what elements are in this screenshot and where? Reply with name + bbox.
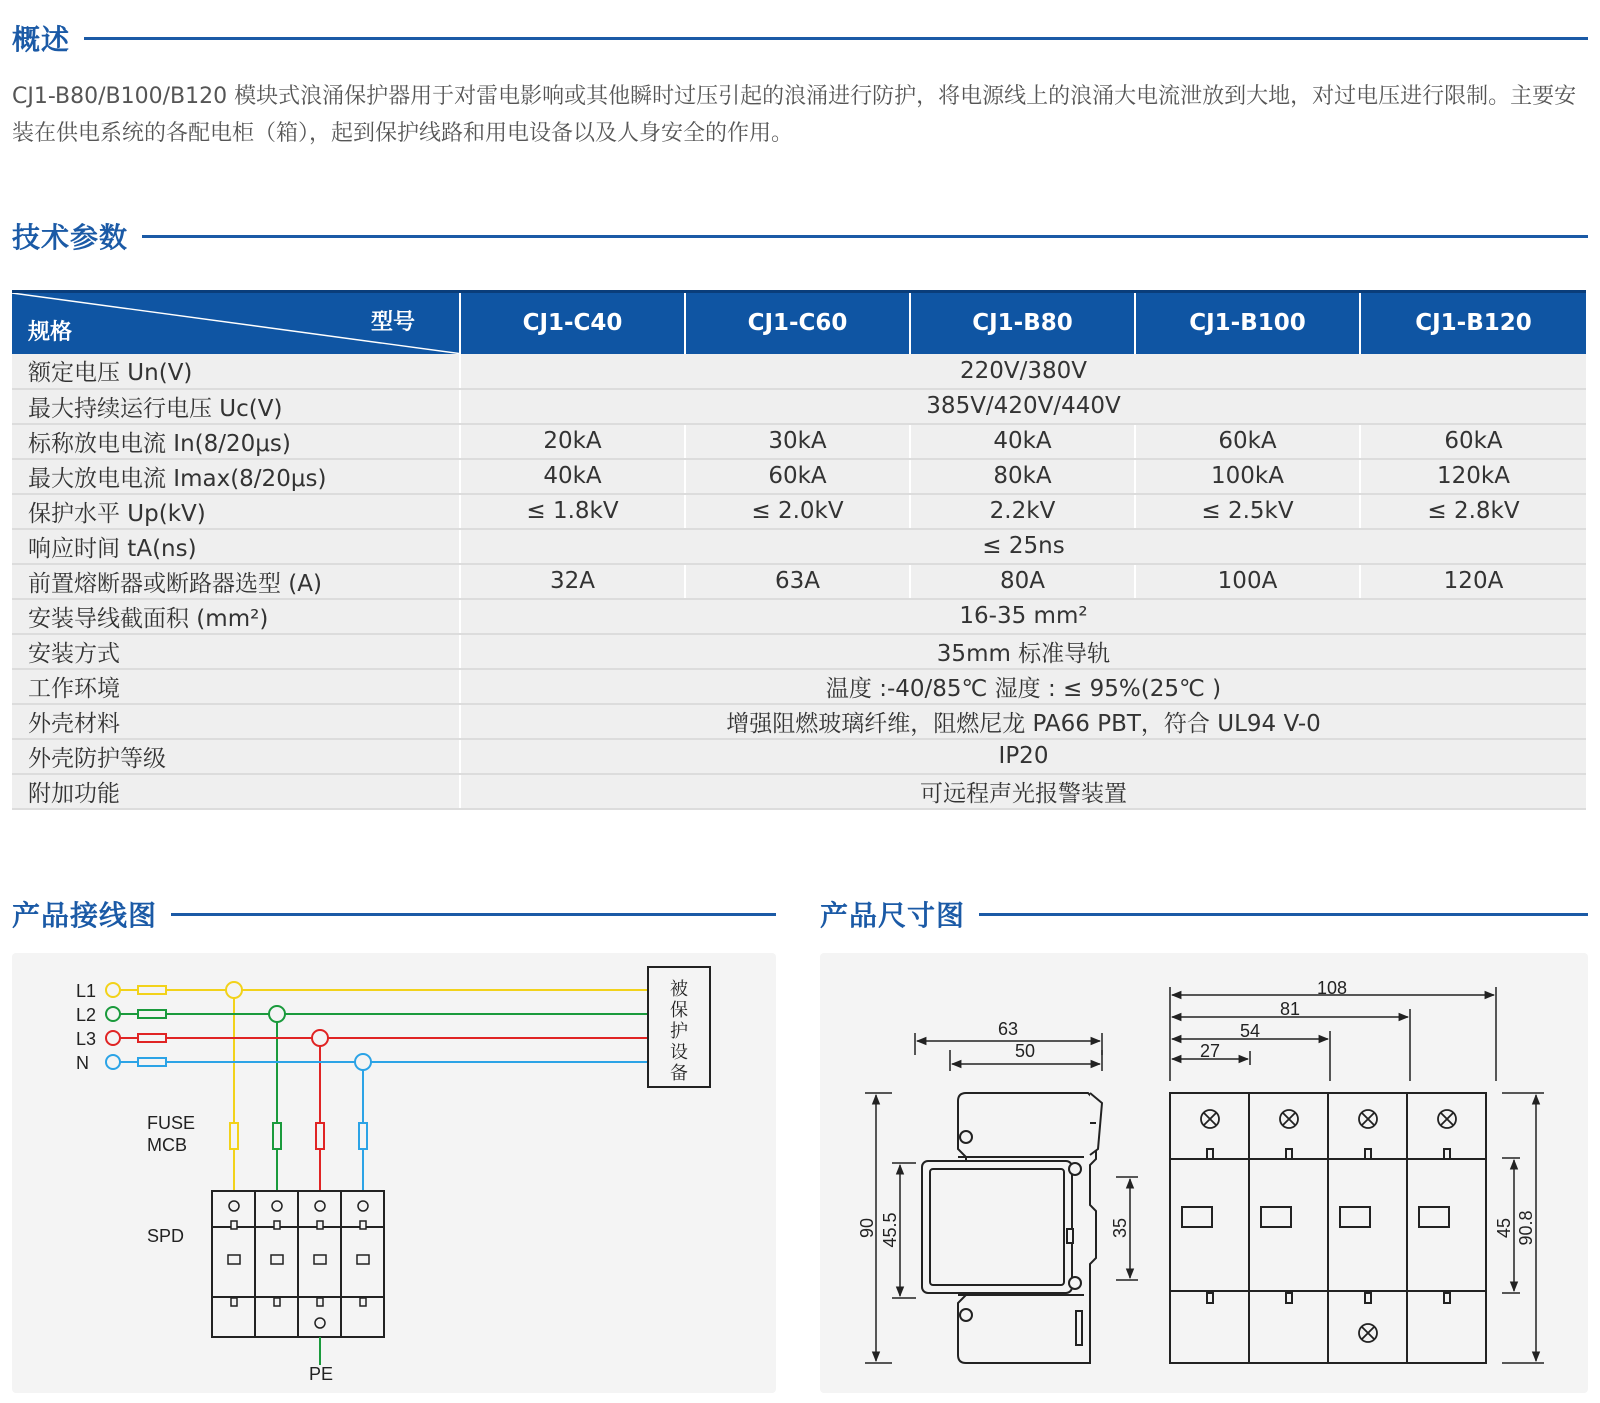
spec-value: 20kA bbox=[460, 424, 685, 459]
dim-54: 54 bbox=[1239, 1021, 1261, 1041]
dim-108: 108 bbox=[1316, 978, 1348, 998]
spec-value: 40kA bbox=[910, 424, 1135, 459]
dim-50: 50 bbox=[1014, 1041, 1036, 1061]
wire-l3 bbox=[106, 1030, 648, 1191]
spec-label: 额定电压 Un(V) bbox=[12, 354, 460, 389]
spec-value: ≤ 2.5kV bbox=[1135, 494, 1360, 529]
model-header-label: 型号 bbox=[370, 310, 415, 335]
spec-value: ≤ 1.8kV bbox=[460, 494, 685, 529]
table-row bbox=[12, 704, 1586, 739]
mcb-label: MCB bbox=[147, 1135, 187, 1155]
section-wiring-header bbox=[12, 894, 776, 934]
section-divider bbox=[171, 913, 776, 916]
table-row bbox=[12, 599, 1586, 634]
device-label-char: 备 bbox=[670, 1063, 688, 1083]
spec-value: 可远程声光报警装置 bbox=[460, 774, 1586, 809]
device-label-char: 护 bbox=[670, 1021, 688, 1041]
spec-value: 60kA bbox=[1360, 424, 1586, 459]
wiring-diagram bbox=[12, 953, 776, 1393]
device-label-char: 设 bbox=[670, 1042, 688, 1062]
spec-value: 60kA bbox=[1135, 424, 1360, 459]
spec-label: 外壳防护等级 bbox=[12, 739, 460, 774]
spec-value: 63A bbox=[685, 564, 910, 599]
spec-value: 80kA bbox=[910, 459, 1135, 494]
line-label-l1: L1 bbox=[76, 981, 97, 1001]
dimension-drawing bbox=[820, 953, 1588, 1393]
spd-label: SPD bbox=[147, 1226, 185, 1246]
model-header: CJ1-B100 bbox=[1135, 292, 1360, 354]
spec-value: 温度 :-40/85℃ 湿度 : ≤ 95%(25℃ ) bbox=[460, 669, 1586, 704]
intro-line: CJ1-B80/B100/B120 模块式浪涌保护器用于对雷电影响或其他瞬时过压引起的浪涌进行防护，将电源线上的浪涌大电流泄放到大地，对过电压进行限制。主要安 bbox=[12, 84, 1577, 109]
dim-27: 27 bbox=[1199, 1041, 1221, 1061]
spec-value: 385V/420V/440V bbox=[460, 389, 1586, 424]
dim-81: 81 bbox=[1279, 999, 1301, 1019]
spec-value: 120A bbox=[1360, 564, 1586, 599]
spec-label: 响应时间 tA(ns) bbox=[12, 529, 460, 564]
spec-header-label: 规格 bbox=[28, 319, 73, 345]
side-view-module bbox=[922, 1093, 1102, 1363]
device-label-char: 保 bbox=[670, 1000, 688, 1020]
table-row bbox=[12, 634, 1586, 669]
spec-value: 120kA bbox=[1360, 459, 1586, 494]
section-title: 产品尺寸图 bbox=[820, 899, 966, 932]
spec-label: 前置熔断器或断路器选型 (A) bbox=[12, 564, 460, 599]
model-header: CJ1-C60 bbox=[685, 292, 910, 354]
spec-value: 60kA bbox=[685, 459, 910, 494]
section-tech-params-header bbox=[12, 216, 1588, 256]
table-row bbox=[12, 424, 1586, 459]
dim-90: 90 bbox=[857, 1217, 877, 1239]
section-dimensions-header bbox=[820, 894, 1588, 934]
line-label-l2: L2 bbox=[76, 1005, 97, 1025]
spec-value: 35mm 标准导轨 bbox=[460, 634, 1586, 669]
intro-line: 装在供电系统的各配电柜（箱），起到保护线路和用电设备以及人身安全的作用。 bbox=[12, 121, 794, 146]
spec-value: 40kA bbox=[460, 459, 685, 494]
wiring-diagram-panel bbox=[12, 953, 776, 1393]
line-label-n: N bbox=[76, 1053, 89, 1073]
model-header: CJ1-B80 bbox=[910, 292, 1135, 354]
spec-value: ≤ 25ns bbox=[460, 529, 1586, 564]
table-row bbox=[12, 669, 1586, 704]
dim-45-5: 45.5 bbox=[880, 1212, 900, 1248]
spec-label: 最大放电电流 Imax(8/20μs) bbox=[12, 459, 460, 494]
section-title: 技术参数 bbox=[12, 221, 129, 254]
spec-value: 30kA bbox=[685, 424, 910, 459]
spec-value: 2.2kV bbox=[910, 494, 1135, 529]
fuse-label: FUSE bbox=[147, 1113, 196, 1133]
spec-value: 增强阻燃玻璃纤维，阻燃尼龙 PA66 PBT，符合 UL94 V-0 bbox=[460, 704, 1586, 739]
spec-value: 220V/380V bbox=[460, 354, 1586, 389]
dim-35: 35 bbox=[1110, 1217, 1130, 1239]
intro-paragraph bbox=[12, 78, 1592, 152]
table-header-row bbox=[12, 292, 1586, 354]
table-row bbox=[12, 739, 1586, 774]
protected-device-box bbox=[648, 967, 710, 1087]
spec-value: IP20 bbox=[460, 739, 1586, 774]
model-header: CJ1-B120 bbox=[1360, 292, 1586, 354]
front-view-module bbox=[1170, 1093, 1486, 1363]
pe-label: PE bbox=[309, 1364, 334, 1384]
dim-63: 63 bbox=[997, 1019, 1019, 1039]
spec-value: ≤ 2.0kV bbox=[685, 494, 910, 529]
table-row bbox=[12, 494, 1586, 529]
device-label-char: 被 bbox=[670, 979, 688, 999]
spec-label: 保护水平 Up(kV) bbox=[12, 494, 460, 529]
spec-value: 32A bbox=[460, 564, 685, 599]
table-row bbox=[12, 774, 1586, 809]
section-divider bbox=[142, 235, 1588, 238]
table-row bbox=[12, 529, 1586, 564]
spec-table bbox=[12, 290, 1586, 810]
table-row bbox=[12, 564, 1586, 599]
spec-label: 安装导线截面积 (mm²) bbox=[12, 599, 460, 634]
spec-label: 外壳材料 bbox=[12, 704, 460, 739]
dimension-drawing-panel bbox=[820, 953, 1588, 1393]
spec-value: ≤ 2.8kV bbox=[1360, 494, 1586, 529]
table-corner-cell bbox=[12, 292, 460, 354]
section-title: 产品接线图 bbox=[12, 899, 158, 932]
spec-value: 16-35 mm² bbox=[460, 599, 1586, 634]
spec-label: 工作环境 bbox=[12, 669, 460, 704]
spec-value: 100kA bbox=[1135, 459, 1360, 494]
section-divider bbox=[979, 913, 1588, 916]
spec-label: 最大持续运行电压 Uc(V) bbox=[12, 389, 460, 424]
section-divider bbox=[84, 37, 1588, 40]
dim-90-8: 90.8 bbox=[1516, 1210, 1536, 1246]
spec-value: 100A bbox=[1135, 564, 1360, 599]
section-title: 概述 bbox=[12, 23, 71, 56]
spec-label: 安装方式 bbox=[12, 634, 460, 669]
table-row bbox=[12, 389, 1586, 424]
wire-l2 bbox=[106, 1006, 648, 1191]
table-row bbox=[12, 354, 1586, 389]
section-overview-header bbox=[12, 18, 1588, 58]
spec-value: 80A bbox=[910, 564, 1135, 599]
model-header: CJ1-C40 bbox=[460, 292, 685, 354]
spec-label: 附加功能 bbox=[12, 774, 460, 809]
line-label-l3: L3 bbox=[76, 1029, 97, 1049]
spec-label: 标称放电电流 In(8/20μs) bbox=[12, 424, 460, 459]
table-row bbox=[12, 459, 1586, 494]
dim-45: 45 bbox=[1494, 1217, 1514, 1239]
